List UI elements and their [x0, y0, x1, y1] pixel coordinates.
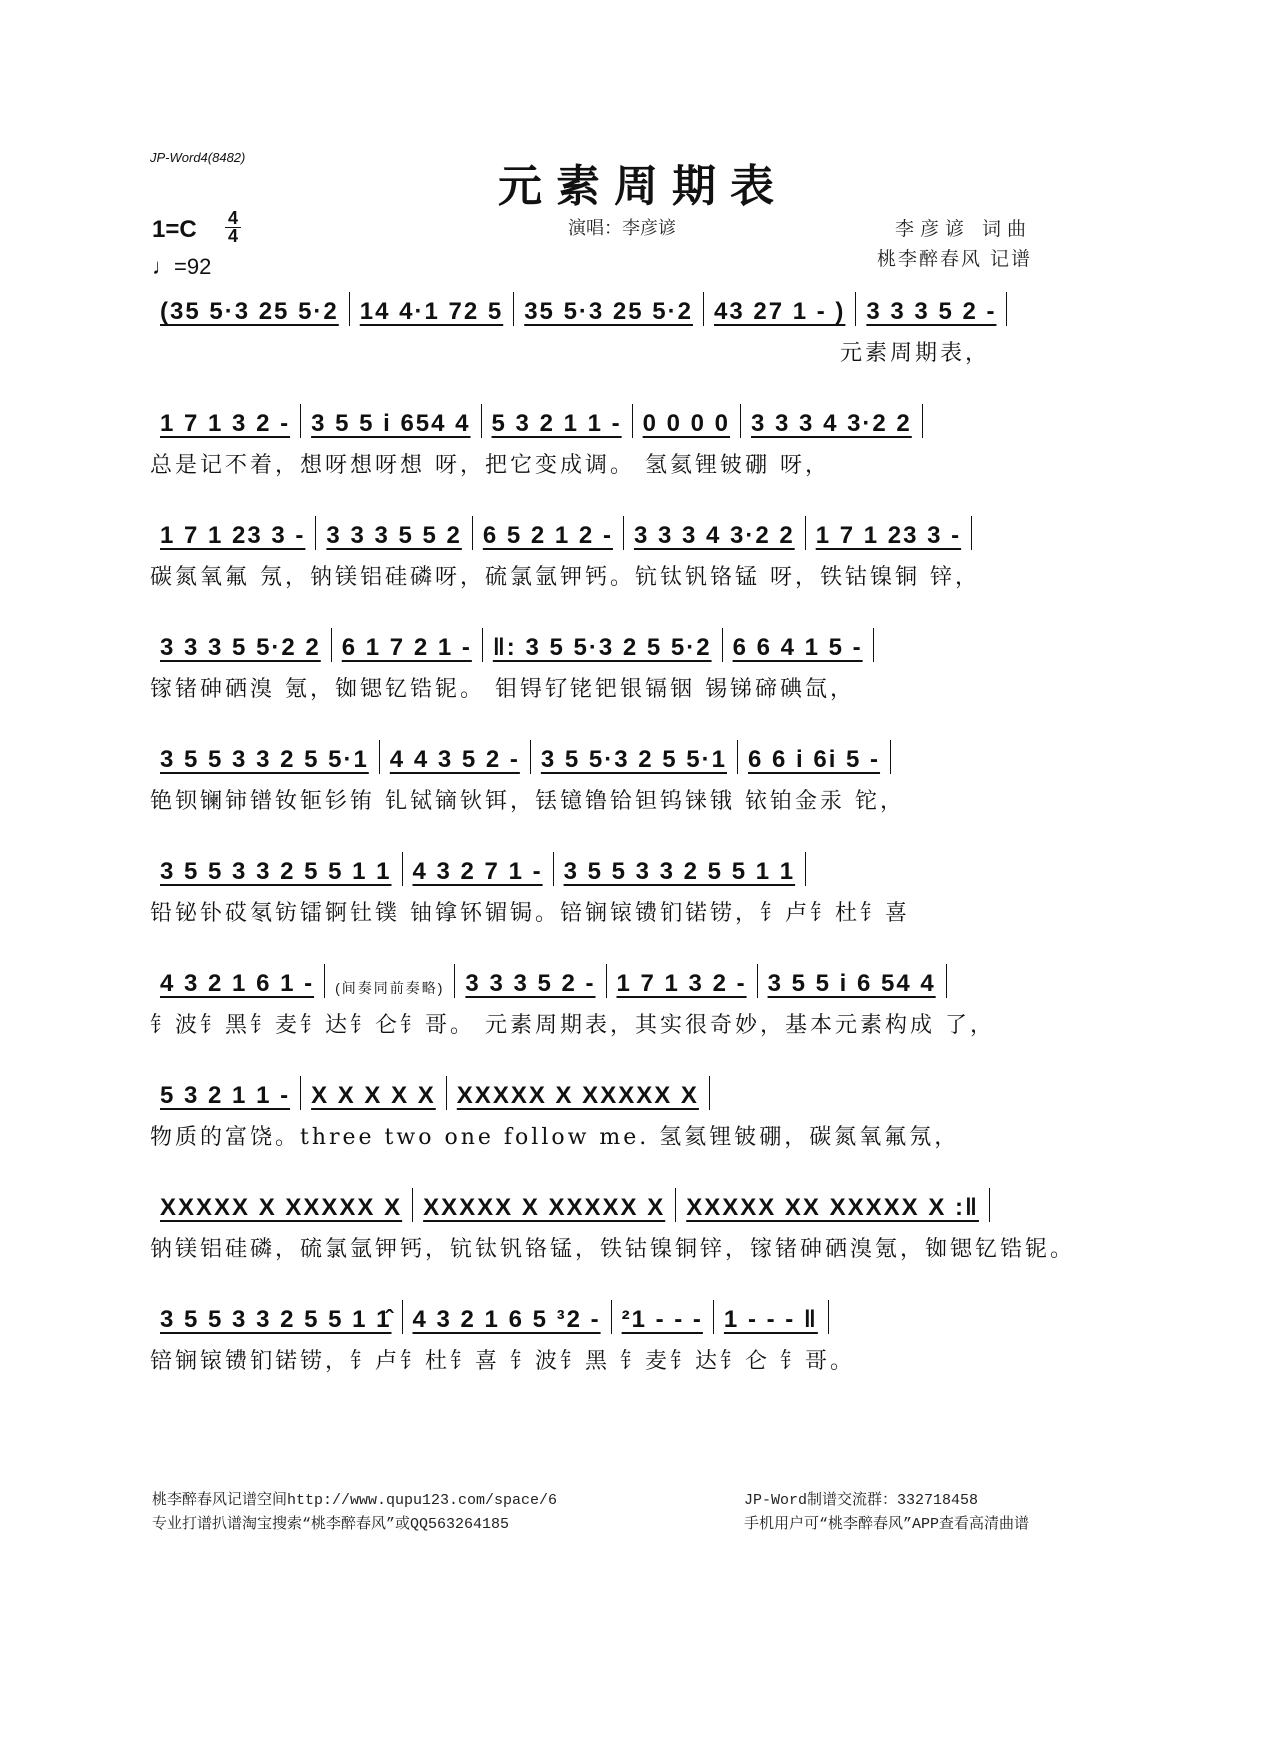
measure: 43 27 1 - ) [713, 298, 846, 325]
measure: 3 5 5 i 6 54 4 [767, 970, 936, 997]
notes-line [150, 626, 1130, 662]
measure: 3 3 3 5 2 - [465, 970, 596, 997]
measure: 3 3 3 4 3·2 2 [633, 522, 795, 549]
notes-line [150, 850, 1130, 886]
measure: 3 5 5 3 3 2 5 5 1 1 [563, 858, 796, 885]
barline [709, 1076, 710, 1110]
measure: 6 6 4 1 5 - [732, 634, 863, 661]
measure: 4 3 2 1 6 1 - [160, 970, 315, 997]
measure: 3 3 3 5 5 2 [326, 522, 462, 549]
measure: XXXXX XX XXXXX X :‖ [686, 1194, 979, 1221]
barline [922, 404, 923, 438]
measure: 35 5·3 25 5·2 [524, 298, 693, 325]
measure: 5 3 2 1 1 - [160, 1082, 291, 1109]
notes-line [150, 514, 1130, 550]
measure: 5 3 2 1 1 - [491, 410, 622, 437]
page-title: 元素周期表 [498, 161, 788, 212]
measure: 3 5 5 3 3 2 5 5·1 [160, 746, 369, 773]
score-system [150, 290, 1130, 367]
score-system [150, 402, 1130, 479]
lyrics-line: 元素周期表， [840, 341, 991, 366]
barline [946, 964, 947, 998]
footer-right-line2: 手机用户可“桃李醉春风”APP查看高清曲谱 [744, 1516, 1030, 1533]
measure: XXXXX X XXXXX X [423, 1194, 666, 1221]
lyrics-line: 锫锎锿镄钔锘铹，钅卢钅杜钅喜 钅波钅黑 钅麦钅达钅仑 钅哥。 [150, 1349, 855, 1374]
barline [890, 740, 891, 774]
lyrics-line: 物质的富饶。three two one follow me. 氢氦锂铍硼，碳氮氧氟氖， [150, 1125, 960, 1150]
measure: XXXXX X XXXXX X [160, 1194, 403, 1221]
notes-line [150, 962, 1130, 998]
score-system [150, 850, 1130, 927]
lyrics-line: 钠镁铝硅磷，硫氯氩钾钙，钪钛钒铬锰，铁钴镍铜锌，镓锗砷硒溴氪，铷锶钇锆铌。 [150, 1237, 1076, 1262]
footer-right-line1: JP-Word制谱交流群：332718458 [744, 1492, 979, 1509]
measure: 1 7 1 23 3 - [815, 522, 962, 549]
barline [828, 1300, 829, 1334]
measure: 3 3 3 5 5·2 2 [160, 634, 321, 661]
lyrics-line: 镓锗砷硒溴 氪，铷锶钇锆铌。 钼锝钌铑钯银镉铟 锡锑碲碘氙， [150, 677, 855, 702]
measure: XXXXX X XXXXX X [456, 1082, 699, 1109]
measure: ²1 - - - [621, 1306, 703, 1333]
measure: 3 3 3 5 2 - [866, 298, 997, 325]
score-system [150, 962, 1130, 1039]
lyrics-line: 铅铋钋砹氡钫镭锕钍镤 铀镎钚镅锔。锫锎锿镄钔锘铹，钅卢钅杜钅喜 [150, 901, 910, 926]
score-system [150, 626, 1130, 703]
measure: 3 5 5 3 3 2 5 5 1 1 [160, 858, 392, 885]
measure: (35 5·3 25 5·2 [160, 298, 339, 325]
barline [873, 628, 874, 662]
tempo-marking: ♩=92 [152, 254, 212, 279]
time-signature-top: 4 [227, 208, 238, 228]
software-label: JP-Word4(8482) [150, 150, 246, 165]
transcriber-credit: 桃李醉春风 记谱 [876, 248, 1032, 270]
measure: 4 3 2 1 6 5 ³2 - [412, 1306, 601, 1333]
measure: 14 4·1 72 5 [359, 298, 504, 325]
measure: 1 7 1 3 2 - [616, 970, 747, 997]
measure: 3 5 5·3 2 5 5·1 [540, 746, 727, 773]
score-system [150, 1298, 1130, 1375]
lyricist-credit: 李彦谚 词曲 [894, 218, 1032, 240]
measure: 1 - - - ‖ [723, 1306, 818, 1333]
time-signature-bottom: 4 [227, 226, 238, 246]
measure: 3 5 5 3 3 2 5 5 1 1̂ [160, 1306, 392, 1333]
measure: ‖: 3 5 5·3 2 5 5·2 [492, 634, 712, 661]
measure: 6 1 7 2 1 - [341, 634, 472, 661]
measure: 6 6 i 6i 5 - [747, 746, 881, 773]
lyrics-line: 总是记不着，想呀想呀想 呀，把它变成调。 氢氦锂铍硼 呀， [150, 453, 830, 478]
measure: 0 0 0 0 [642, 410, 731, 437]
barline [989, 1188, 990, 1222]
measure: (间奏同前奏略) [335, 980, 445, 996]
footer-left-line1: 桃李醉春风记谱空间http://www.qupu123.com/space/6 [152, 1492, 558, 1509]
measure: 3 5 5 i 654 4 [311, 410, 471, 437]
footer-left-line2: 专业打谱扒谱淘宝搜索“桃李醉春风”或QQ563264185 [152, 1516, 510, 1533]
measure: 1 7 1 23 3 - [160, 522, 306, 549]
notes-line [150, 738, 1130, 774]
measure: 6 5 2 1 2 - [482, 522, 613, 549]
score-system [150, 738, 1130, 815]
barline [1006, 292, 1007, 326]
score-system [150, 514, 1130, 591]
notes-line [150, 1074, 1130, 1110]
notes-line [150, 402, 1130, 438]
measure: 4 3 2 7 1 - [412, 858, 543, 885]
time-signature [225, 210, 241, 245]
barline [971, 516, 972, 550]
score-system [150, 1074, 1130, 1151]
measure: 4 4 3 5 2 - [389, 746, 520, 773]
measure: 3 3 3 4 3·2 2 [751, 410, 912, 437]
lyrics-line: 碳氮氧氟 氖，钠镁铝硅磷呀，硫氯氩钾钙。钪钛钒铬锰 呀，铁钴镍铜 锌， [150, 565, 980, 590]
performer-credit: 演唱：李彦谚 [568, 218, 676, 239]
notes-line [150, 1298, 1130, 1334]
score-system [150, 1186, 1130, 1263]
lyrics-line: 铯钡镧铈镨钕钷钐铕 钆铽镝钬铒，铥镱镥铪钽钨铼锇 铱铂金汞 铊， [150, 789, 905, 814]
key-signature: 1=C [152, 216, 197, 243]
measure: X X X X X [311, 1082, 436, 1109]
lyrics-line: 钅波钅黑钅麦钅达钅仑钅哥。 元素周期表，其实很奇妙，基本元素构成 了， [150, 1013, 995, 1038]
measure: 1 7 1 3 2 - [160, 410, 291, 437]
barline [805, 852, 806, 886]
notes-line [150, 1186, 1130, 1222]
notes-line [150, 290, 1130, 326]
